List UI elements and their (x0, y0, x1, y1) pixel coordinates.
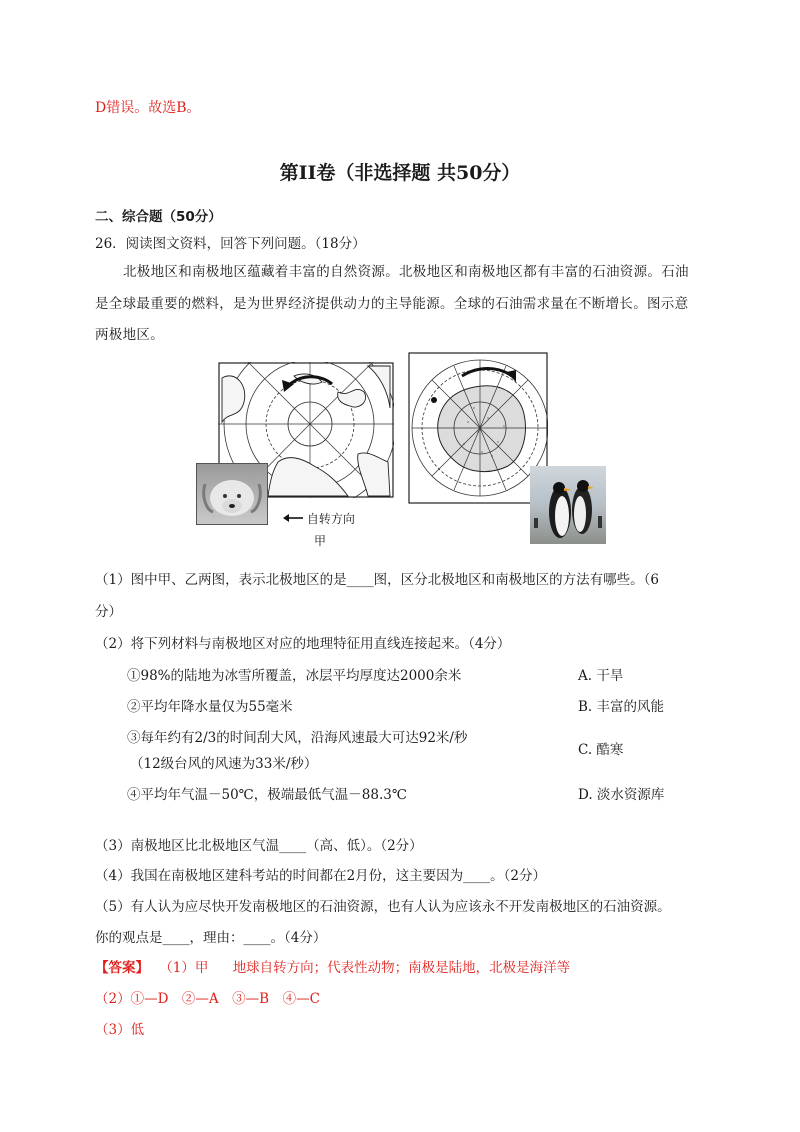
answer-tag: 【答案】 (95, 960, 149, 976)
match-right-b: B. 丰富的风能 (578, 699, 665, 715)
subquestion-2: （2）将下列材料与南极地区对应的地理特征用直线连接起来。（4分） (95, 636, 511, 652)
match-right-d: D. 淡水资源库 (578, 787, 665, 803)
subquestion-5-line2: 你的观点是____，理由：____。（4分） (95, 930, 327, 946)
polar-bear-photo (196, 463, 268, 525)
answer-3: （3）低 (95, 1022, 145, 1038)
part-title: 第II卷（非选择题 共50分） (279, 162, 521, 184)
answer-2: （2）①—D ②—A ③—B ④—C (95, 991, 320, 1007)
match-left-3-note: （12级台风的风速为33米/秒） (130, 756, 318, 772)
subquestion-1-line1: （1）图中甲、乙两图，表示北极地区的是____图，区分北极地区和南极地区的方法有哪些。（6 (95, 572, 659, 588)
question-stem: 26．阅读图文资料，回答下列问题。（18分） (95, 236, 366, 252)
match-left-2: ②平均年降水量仅为55毫米 (127, 699, 293, 715)
match-right-c: C. 酷寒 (578, 742, 624, 758)
previous-answer-tail: D错误。故选B。 (95, 100, 201, 116)
question-para-line1: 北极地区和南极地区蕴藏着丰富的自然资源。北极地区和南极地区都有丰富的石油资源。石油 (123, 264, 689, 280)
match-left-3: ③每年约有2/3的时间刮大风，沿海风速最大可达92米/秒 (127, 730, 468, 746)
subquestion-5-line1: （5）有人认为应尽快开发南极地区的石油资源，也有人认为应该永不开发南极地区的石油资源。 (95, 899, 671, 915)
question-para-line2: 是全球最重要的燃料，是为世界经济提供动力的主导能源。全球的石油需求量在不断增长。图示意 (95, 296, 689, 312)
rotation-direction-label: 自转方向 (283, 510, 355, 527)
answer-1-text: 地球自转方向；代表性动物；南极是陆地，北极是海洋等 (232, 960, 571, 976)
answer-1-number: （1）甲 (159, 960, 209, 976)
match-left-4: ④平均年气温－50℃，极端最低气温－88.3℃ (127, 787, 407, 803)
section-heading: 二、综合题（50分） (95, 209, 222, 225)
question-para-line3: 两极地区。 (95, 327, 164, 343)
antarctic-map (408, 352, 548, 504)
match-right-a: A. 干旱 (578, 668, 624, 684)
penguin-photo (530, 466, 606, 544)
match-left-1: ①98%的陆地为冰雪所覆盖，冰层平均厚度达2000余米 (127, 668, 462, 684)
left-arrow-icon (283, 512, 303, 526)
map-label-jia: 甲 (314, 534, 327, 548)
subquestion-4: （4）我国在南极地区建科考站的时间都在2月份，这主要因为____。（2分） (95, 868, 547, 884)
subquestion-1-line2: 分） (95, 604, 122, 620)
answer-line-1 (95, 956, 570, 976)
subquestion-3: （3）南极地区比北极地区气温____（高、低）。（2分） (95, 838, 423, 854)
